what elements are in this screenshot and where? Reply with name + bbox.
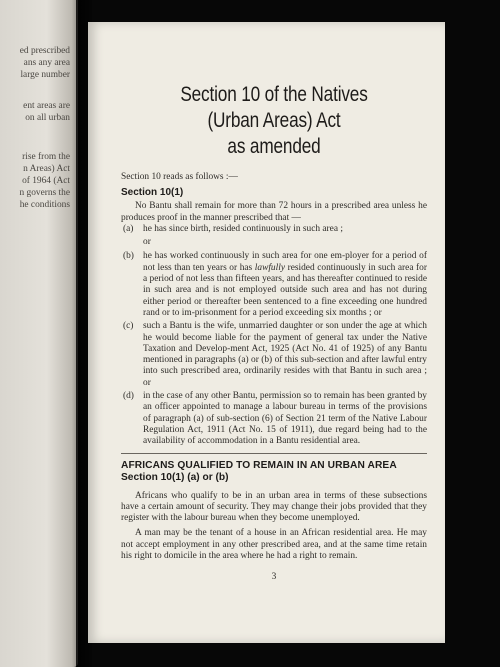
clause-b	[121, 251, 427, 319]
clause-label: (d)	[123, 391, 134, 402]
clause-label: (a)	[123, 223, 134, 234]
title-line: as amended	[227, 135, 321, 158]
left-page-text: he conditions	[19, 200, 70, 210]
left-page-text: ans any area	[23, 58, 70, 68]
lead-paragraph: No Bantu shall remain for more than 72 hours in a prescribed area unless he produces proof in the manner prescribed that —	[121, 201, 427, 223]
left-page-text: n Areas) Act	[23, 164, 70, 174]
divider	[121, 453, 427, 454]
section-heading: Section 10(1)	[121, 187, 184, 199]
left-page-text: of 1964 (Act	[22, 176, 70, 186]
left-page	[0, 0, 78, 667]
clause-label: (b)	[123, 251, 134, 262]
clause-text: in the case of any other Bantu, permission so to remain has been granted by an officer appointed to manage a labour bureau in terms of the provisions of paragraph (a) of sub-section (6) of Section 21 term of the Native Labour Regulation Act, 1911 (Act No. 15 of 1911), due regard being had to the availability of accommodation in a Bantu residential area.	[143, 391, 427, 447]
clause-or: or	[143, 237, 151, 248]
section-subheading: Section 10(1) (a) or (b)	[121, 472, 229, 484]
right-page	[88, 22, 445, 643]
body-paragraph: A man may be the tenant of a house in an African residential area. He may not accept employment in any other prescribed area, and at the same time retain his right to domicile in the area where he had a right to remain.	[121, 528, 427, 562]
page-number: 3	[271, 572, 277, 583]
clause-text: such a Bantu is the wife, unmarried daughter or son under the age at which he would become liable for the payment of general tax under the Native Taxation and Develop-ment Act, 1925 (Act No. 41 of 1925) of any Bantu mentioned in paragraphs (a) or (b) of this sub-section and after lawful entry into such prescribed area, ordinarily resides with that Bantu in such area ; or	[143, 321, 427, 388]
clause-text: he has since birth, resided continuously in such area ;	[143, 223, 343, 234]
left-page-text: ent areas are	[23, 101, 70, 111]
clause-text-part: resided continuously in such area for a period of not less than fifteen years, and has thereafter continued to reside in such area and is not employed outside such area and has not during either period or thereafter been sentenced to a fine exceeding one hundred rand or to im-prisonment for a period exceeding six months ; or	[143, 262, 427, 318]
clause-c	[121, 321, 427, 389]
page-title	[149, 82, 400, 160]
clause-label: (c)	[123, 321, 134, 332]
left-page-text: large number	[20, 70, 70, 80]
clause-d	[121, 391, 427, 447]
section-heading-2: AFRICANS QUALIFIED TO REMAIN IN AN URBAN AREA	[121, 459, 397, 471]
title-line: (Urban Areas) Act	[207, 109, 341, 132]
left-page-text: rise from the	[22, 152, 70, 162]
body-paragraph: Africans who qualify to be in an urban area in terms of these subsections have a certain amount of security. They may change their jobs provided that they register with the labour bureau when they become unemployed.	[121, 490, 427, 524]
clause-a	[121, 224, 427, 235]
title-line: Section 10 of the Natives	[180, 83, 368, 106]
intro-text: Section 10 reads as follows :—	[121, 172, 238, 182]
clause-emphasis: lawfully	[254, 262, 285, 273]
clause-text-part: he has worked continuously in such area for one em-ployer for a period of not less than ten years or has	[143, 251, 427, 273]
left-page-text: ed prescribed	[19, 46, 70, 56]
clause-text	[143, 251, 427, 319]
left-page-text: on all urban	[25, 113, 70, 123]
left-page-text: n governs the	[19, 188, 70, 198]
